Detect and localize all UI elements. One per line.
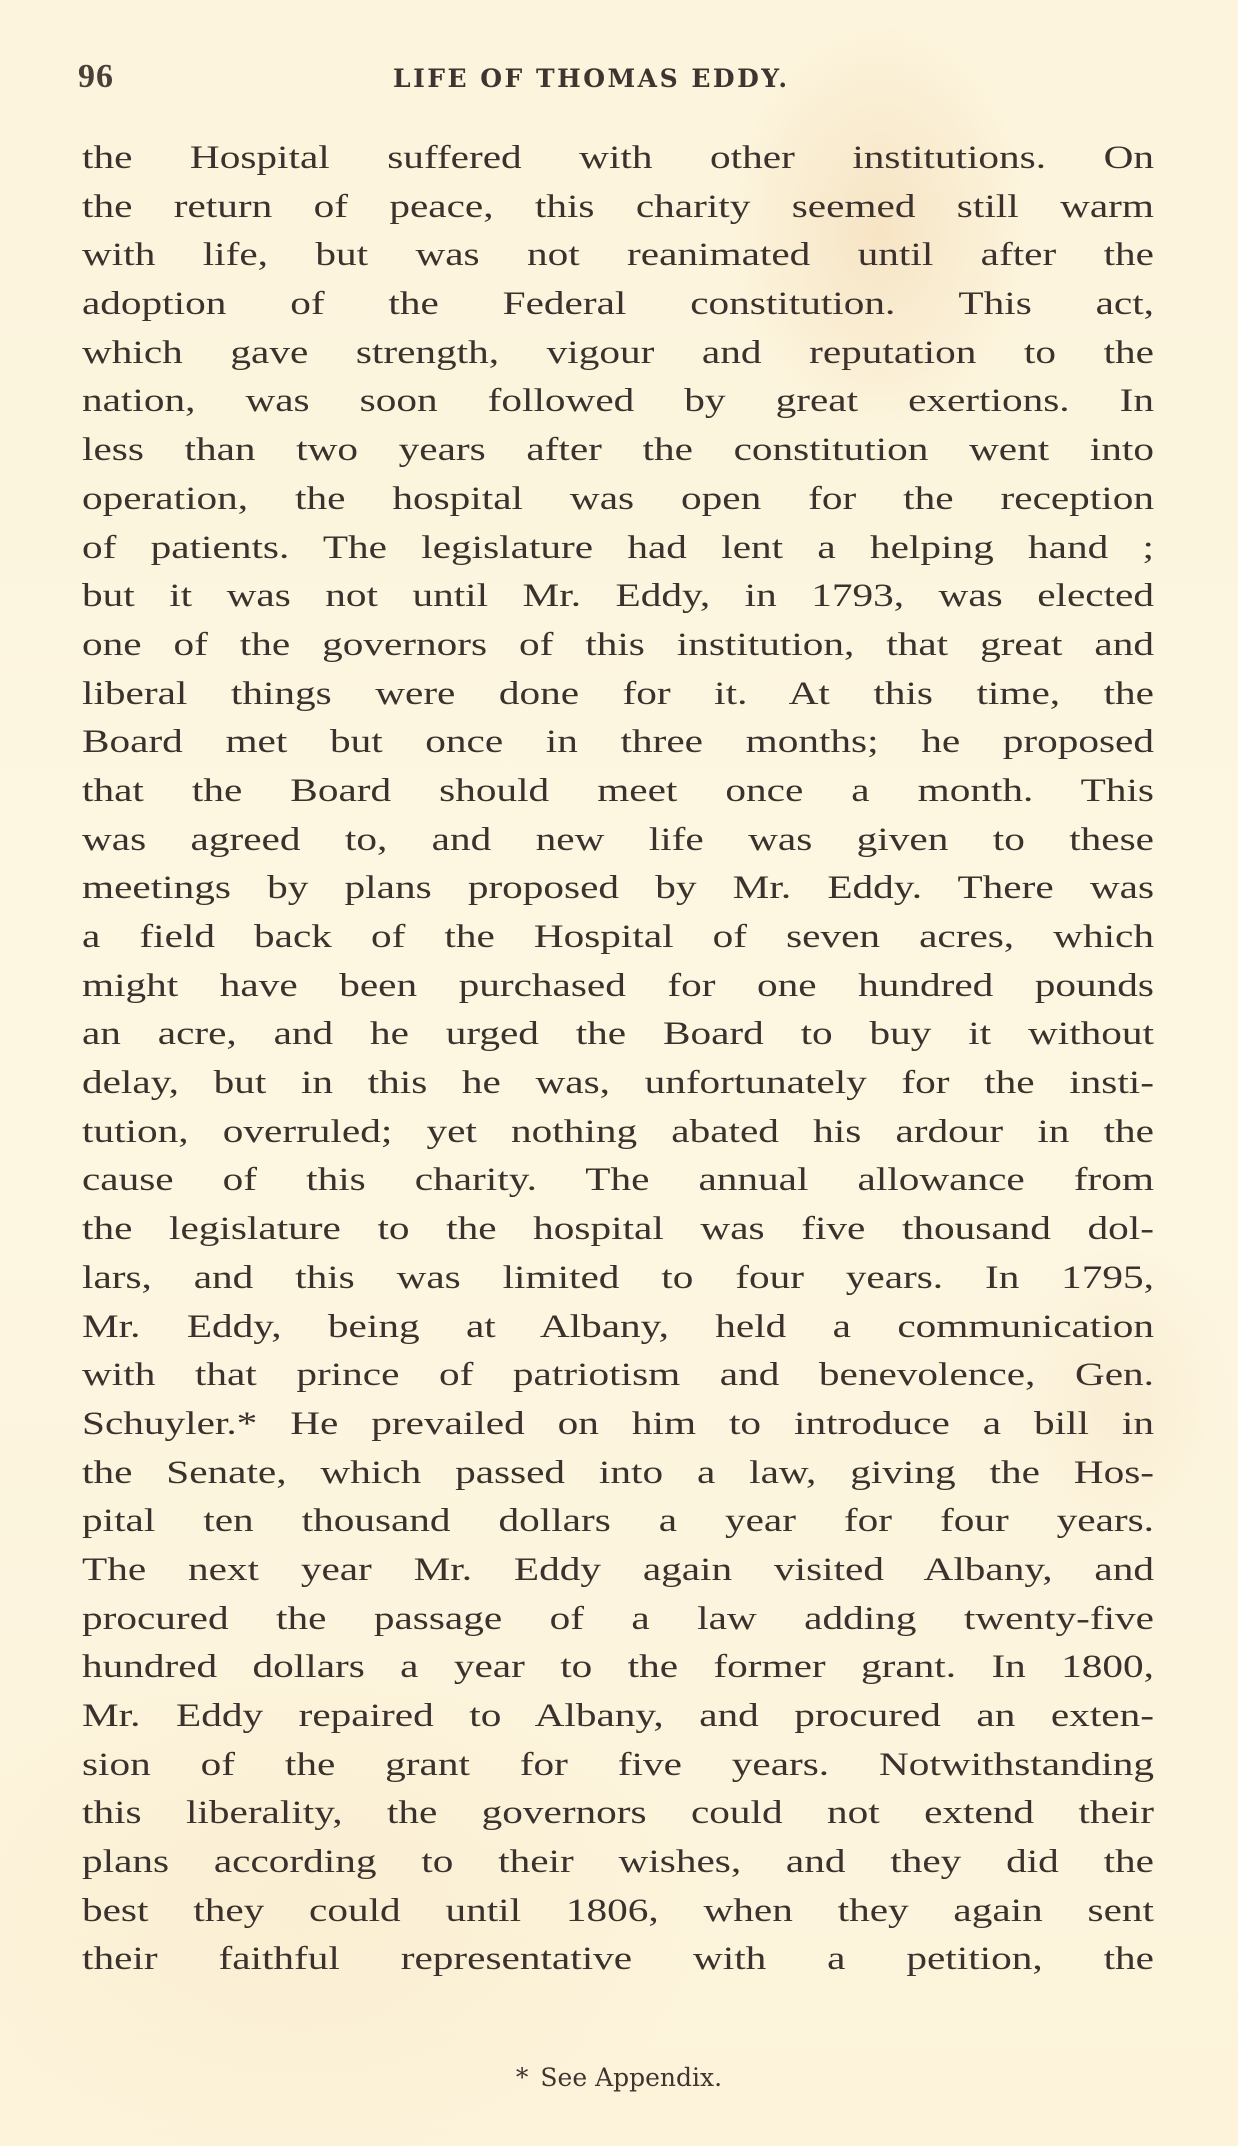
text-line: plans according to their wishes, and they did the: [82, 1844, 1154, 1881]
text-line: pital ten thousand dollars a year for four years.: [82, 1503, 1154, 1540]
text-line: less than two years after the constitution went into: [82, 432, 1154, 469]
text-line: the Hospital suffered with other institutions. On: [82, 140, 1154, 176]
text-line: procured the passage of a law adding twenty-five: [82, 1600, 1154, 1637]
text-line: nation, was soon followed by great exertions. In: [82, 383, 1154, 420]
text-line: adoption of the Federal constitution. This act,: [82, 286, 1154, 323]
text-line: tution, overruled; yet nothing abated his ardour in the: [82, 1113, 1154, 1150]
text-line: with that prince of patriotism and benevolence, Gen.: [82, 1357, 1154, 1394]
text-line: meetings by plans proposed by Mr. Eddy. There was: [82, 870, 1154, 907]
text-line: the legislature to the hospital was five thousand dol-: [82, 1211, 1154, 1248]
text-line: Mr. Eddy repaired to Albany, and procured an exten-: [82, 1698, 1154, 1734]
footnote: [0, 2063, 1238, 2092]
text-line: of patients. The legislature had lent a helping hand ;: [82, 529, 1154, 566]
text-line: an acre, and he urged the Board to buy it without: [82, 1016, 1154, 1053]
text-line: Schuyler.* He prevailed on him to introduce a bill in: [82, 1405, 1154, 1442]
text-line: operation, the hospital was open for the reception: [82, 480, 1154, 517]
text-line: which gave strength, vigour and reputation to the: [82, 334, 1154, 371]
text-line: Mr. Eddy, being at Albany, held a communication: [82, 1308, 1154, 1345]
text-line: the Senate, which passed into a law, giving the Hos-: [82, 1454, 1154, 1491]
text-line: delay, but in this he was, unfortunately for the insti-: [82, 1065, 1154, 1102]
text-line: best they could until 1806, when they again sent: [82, 1892, 1154, 1929]
text-line: was agreed to, and new life was given to these: [82, 821, 1154, 858]
footnote-text: See Appendix.: [540, 2063, 723, 2092]
text-line: a field back of the Hospital of seven acres, which: [82, 919, 1154, 955]
text-line: cause of this charity. The annual allowance from: [82, 1162, 1154, 1199]
text-line: that the Board should meet once a month. This: [82, 772, 1154, 809]
text-line: this liberality, the governors could not extend their: [82, 1795, 1154, 1832]
text-line: sion of the grant for five years. Notwithstanding: [82, 1746, 1154, 1783]
text-line: The next year Mr. Eddy again visited Albany, and: [82, 1551, 1154, 1588]
text-line: might have been purchased for one hundred pounds: [82, 967, 1154, 1004]
text-line: hundred dollars a year to the former grant. In 1800,: [82, 1649, 1154, 1686]
text-line: one of the governors of this institution, that great and: [82, 626, 1154, 663]
text-line: their faithful representative with a petition, the: [82, 1941, 1154, 1978]
text-line: the return of peace, this charity seemed still warm: [82, 188, 1154, 225]
page-number: 96: [78, 58, 114, 95]
text-line: lars, and this was limited to four years. In 1795,: [82, 1259, 1154, 1296]
text-line: but it was not until Mr. Eddy, in 1793, was elected: [82, 578, 1154, 615]
footnote-marker: *: [515, 2063, 529, 2092]
body-text: [82, 134, 1154, 1984]
text-line: with life, but was not reanimated until after the: [82, 237, 1154, 274]
text-line: liberal things were done for it. At this time, the: [82, 675, 1154, 712]
running-head: LIFE OF THOMAS EDDY.: [393, 64, 790, 93]
page-header: [78, 58, 1158, 108]
text-line: Board met but once in three months; he proposed: [82, 724, 1154, 761]
